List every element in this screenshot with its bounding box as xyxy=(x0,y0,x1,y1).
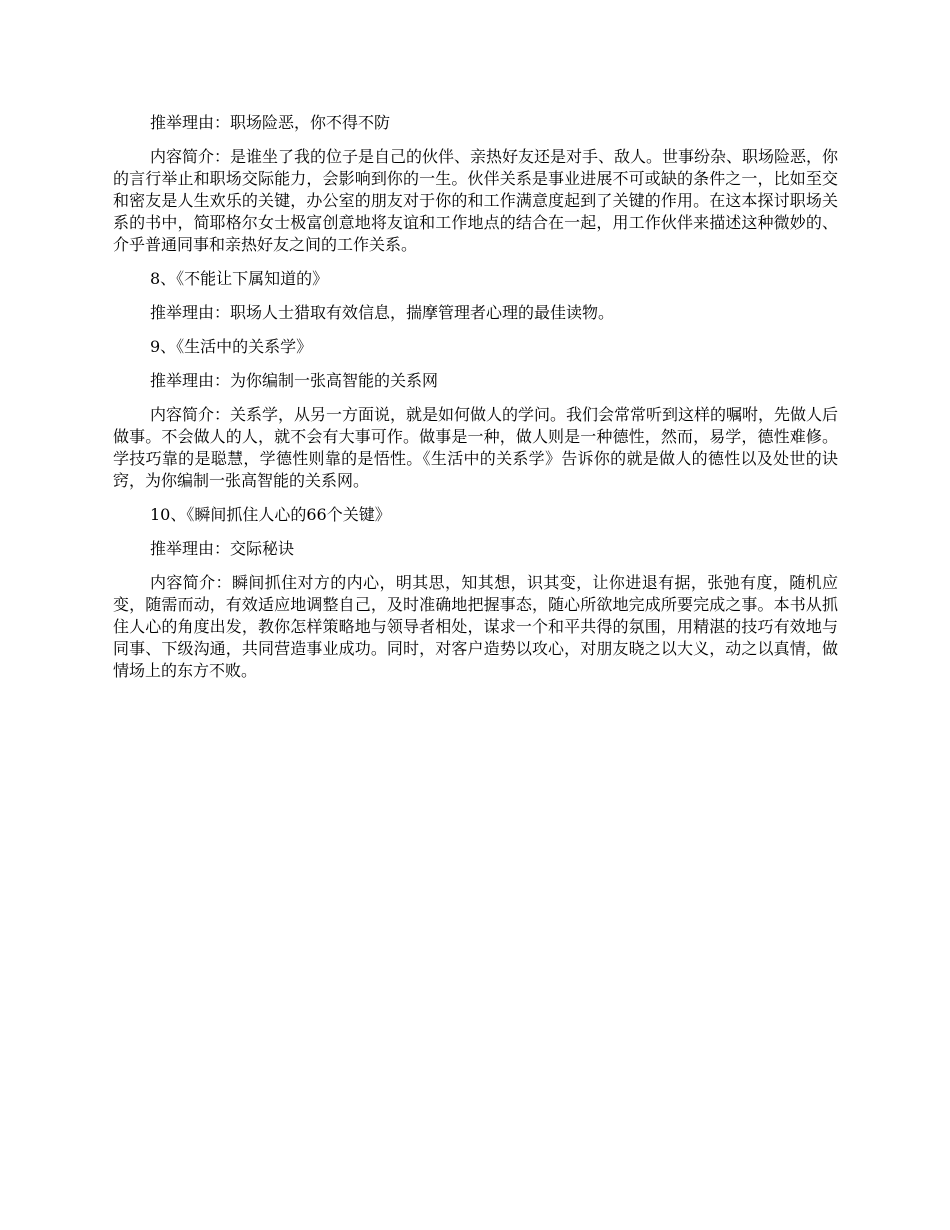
book-title: 8、《不能让下属知道的》 xyxy=(150,269,329,288)
book-title: 10、《瞬间抓住人心的66个关键》 xyxy=(150,505,391,524)
book-title: 9、《生活中的关系学》 xyxy=(150,337,313,356)
document-body xyxy=(113,112,838,694)
book-summary: 内容简介：是谁坐了我的位子是自己的伙伴、亲热好友还是对手、敌人。世事纷杂、职场险恶，你的言行举止和职场交际能力，会影响到你的一生。伙伴关系是事业进展不可或缺的条件之一，比如至交和密友是人生欢乐的关键，办公室的朋友对于你的和工作满意度起到了关键的作用。在这本探讨职场关系的书中，简耶格尔女士极富创意地将友谊和工作地点的结合在一起，用工作伙伴来描述这种微妙的、介乎普通同事和亲热好友之间的工作关系。 xyxy=(113,147,839,254)
recommend-reason: 推举理由：职场险恶，你不得不防 xyxy=(150,113,391,132)
recommend-reason: 推举理由：职场人士猎取有效信息，揣摩管理者心理的最佳读物。 xyxy=(150,303,615,322)
recommend-reason: 推举理由：交际秘诀 xyxy=(150,539,295,558)
book-summary: 内容简介：关系学，从另一方面说，就是如何做人的学问。我们会常常听到这样的嘱咐，先做人后做事。不会做人的人，就不会有大事可作。做事是一种，做人则是一种德性，然而，易学，德性难修。学技巧靠的是聪慧，学德性则靠的是悟性。《生活中的关系学》告诉你的就是做人的德性以及处世的诀窍，为你编制一张高智能的关系网。 xyxy=(113,405,839,490)
recommend-reason: 推举理由：为你编制一张高智能的关系网 xyxy=(150,371,439,390)
book-summary: 内容简介：瞬间抓住对方的内心，明其思，知其想，识其变，让你进退有据，张弛有度，随机应变，随需而动，有效适应地调整自己，及时准确地把握事态，随心所欲地完成所要完成之事。本书从抓住人心的角度出发，教你怎样策略地与领导者相处，谋求一个和平共得的氛围，用精湛的技巧有效地与同事、下级沟通，共同营造事业成功。同时，对客户造势以攻心，对朋友晓之以大义，动之以真情，做情场上的东方不败。 xyxy=(113,573,838,680)
